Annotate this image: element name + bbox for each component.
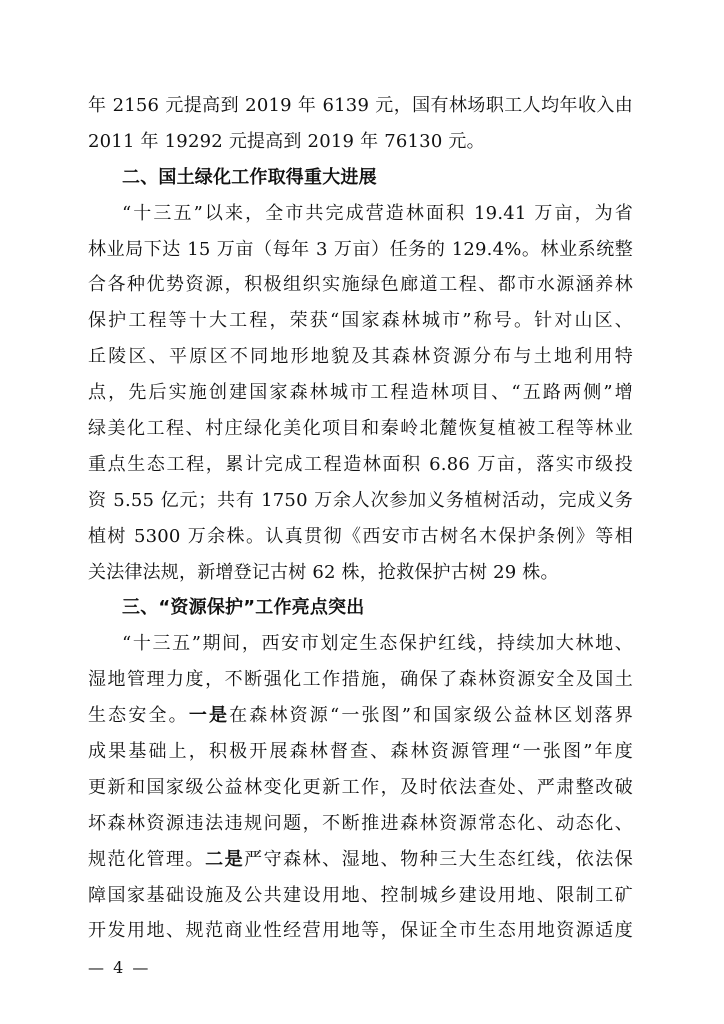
text-line [88, 698, 633, 734]
text-line: 2011 年 19292 元提高到 2019 年 76130 元。 [88, 130, 485, 152]
text-line: 点，先后实施创建国家森林城市工程造林项目、“五路两侧”增 [88, 382, 633, 404]
text-line: “十三五”以来，全市共完成营造林面积 19.41 万亩，为省 [122, 202, 633, 224]
text-line: 保护工程等十大工程，荣获“国家森林城市”称号。针对山区、 [88, 310, 633, 332]
text-segment: 严守森林、湿地、物种三大生态红线，依法保 [244, 848, 634, 870]
section-heading: 三、“资源保护”工作亮点突出 [122, 597, 365, 619]
text-segment: 规范化管理。 [88, 848, 206, 870]
text-line: 资 5.55 亿元；共有 1750 万余人次参加义务植树活动，完成义务 [88, 489, 633, 511]
document-page [88, 88, 633, 949]
text-line: 障国家基础设施及公共建设用地、控制城乡建设用地、限制工矿 [88, 884, 633, 906]
text-line: 绿美化工程、村庄绿化美化项目和秦岭北麓恢复植被工程等林业 [88, 418, 633, 440]
text-line: 林业局下达 15 万亩（每年 3 万亩）任务的 129.4%。林业系统整 [88, 238, 633, 260]
text-line: 植树 5300 万余株。认真贯彻《西安市古树名木保护条例》等相 [88, 525, 633, 547]
text-line: 湿地管理力度，不断强化工作措施，确保了森林资源安全及国土 [88, 669, 633, 691]
page-number: — 4 — [88, 958, 151, 977]
text-line [88, 842, 633, 878]
text-line: 坏森林资源违法违规问题，不断推进森林资源常态化、动态化、 [88, 812, 633, 834]
section-heading: 二、国土绿化工作取得重大进展 [122, 166, 377, 188]
text-segment: 生态安全。 [88, 705, 189, 727]
text-line: 重点生态工程，累计完成工程造林面积 6.86 万亩，落实市级投 [88, 453, 633, 475]
emphasis-label: 一是 [188, 705, 230, 727]
text-line: 关法律法规，新增登记古树 62 株，抢救保护古树 29 株。 [88, 561, 559, 583]
text-line: 成果基础上，积极开展森林督查、森林资源管理“一张图”年度 [88, 741, 633, 763]
text-line: 合各种优势资源，积极组织实施绿色廊道工程、都市水源涵养林 [88, 274, 633, 296]
text-line: “十三五”期间，西安市划定生态保护红线，持续加大林地、 [122, 633, 633, 655]
text-line: 开发用地、规范商业性经营用地等，保证全市生态用地资源适度 [88, 920, 633, 942]
text-segment: 在森林资源“一张图”和国家级公益林区划落界 [229, 705, 633, 727]
text-line: 更新和国家级公益林变化更新工作，及时依法查处、严肃整改破 [88, 776, 633, 798]
text-line: 丘陵区、平原区不同地形地貌及其森林资源分布与土地利用特 [88, 346, 633, 368]
emphasis-label: 二是 [205, 848, 245, 870]
text-line: 年 2156 元提高到 2019 年 6139 元，国有林场职工人均年收入由 [88, 95, 633, 116]
